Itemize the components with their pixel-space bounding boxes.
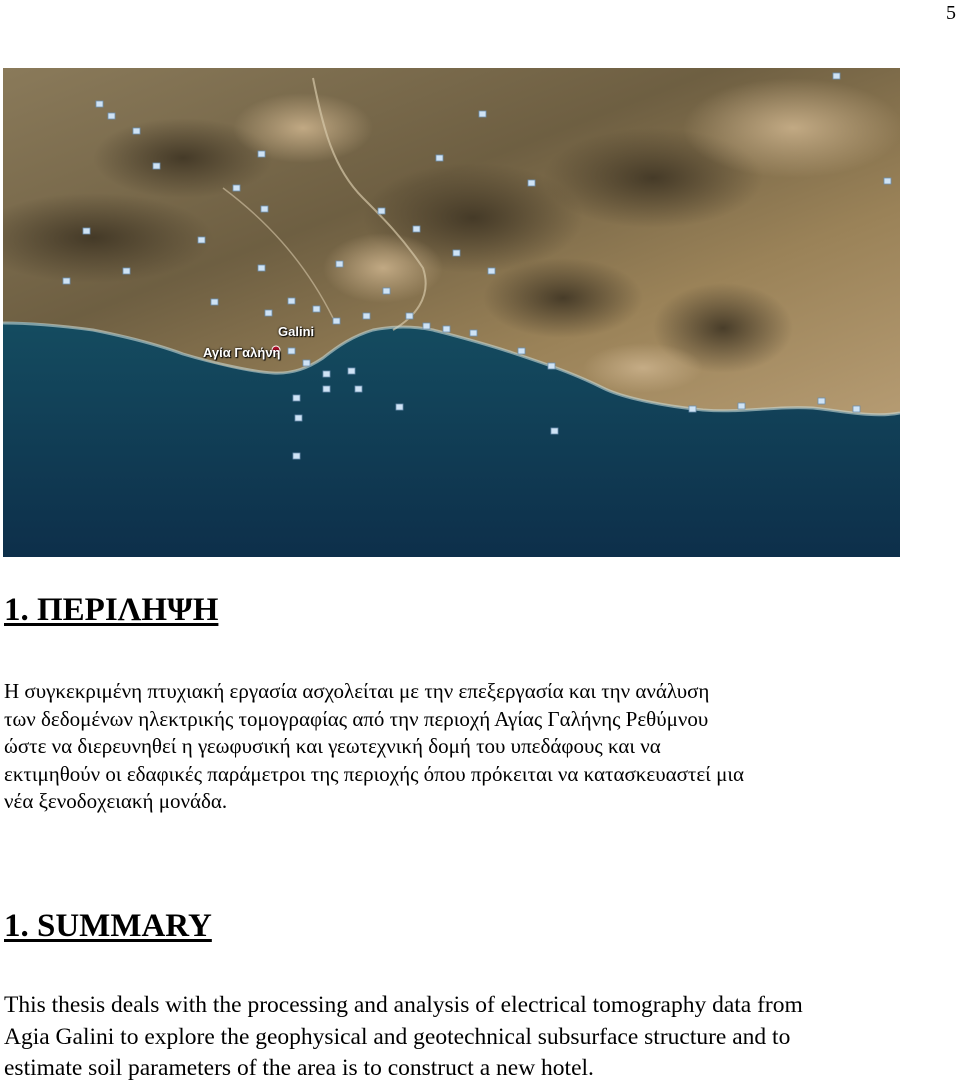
greek-line: ώστε να διερευνηθεί η γεωφυσική και γεωτεχνική δομή του υπεδάφους και να [4, 734, 661, 758]
greek-line: Η συγκεκριμένη πτυχιακή εργασία ασχολείται με την επεξεργασία και την ανάλυση [4, 679, 710, 703]
english-heading: 1. SUMMARY [4, 908, 212, 944]
map-label-greek: Αγία Γαλήνη [203, 345, 281, 360]
satellite-image [3, 68, 900, 557]
page-number: 5 [946, 2, 956, 24]
greek-line: των δεδομένων ηλεκτρικής τομογραφίας από την περιοχή Αγίας Γαλήνης Ρεθύμνου [4, 706, 709, 731]
greek-line: εκτιμηθούν οι εδαφικές παράμετροι της περιοχής όπου πρόκειται να κατασκευαστεί μια [4, 761, 744, 786]
greek-summary [4, 678, 960, 816]
english-line: Agia Galini to explore the geophysical and geotechnical subsurface structure and to [4, 1023, 791, 1050]
english-line: estimate soil parameters of the area is to construct a new hotel. [4, 1055, 594, 1081]
english-line: This thesis deals with the processing and analysis of electrical tomography data from [4, 992, 803, 1018]
greek-heading: 1. ΠΕΡΙΛΗΨΗ [4, 592, 219, 628]
map-label-latin: Galini [278, 324, 315, 339]
english-summary [4, 990, 960, 1085]
satellite-map [3, 68, 900, 557]
greek-line: νέα ξενοδοχειακή μονάδα. [4, 789, 228, 813]
